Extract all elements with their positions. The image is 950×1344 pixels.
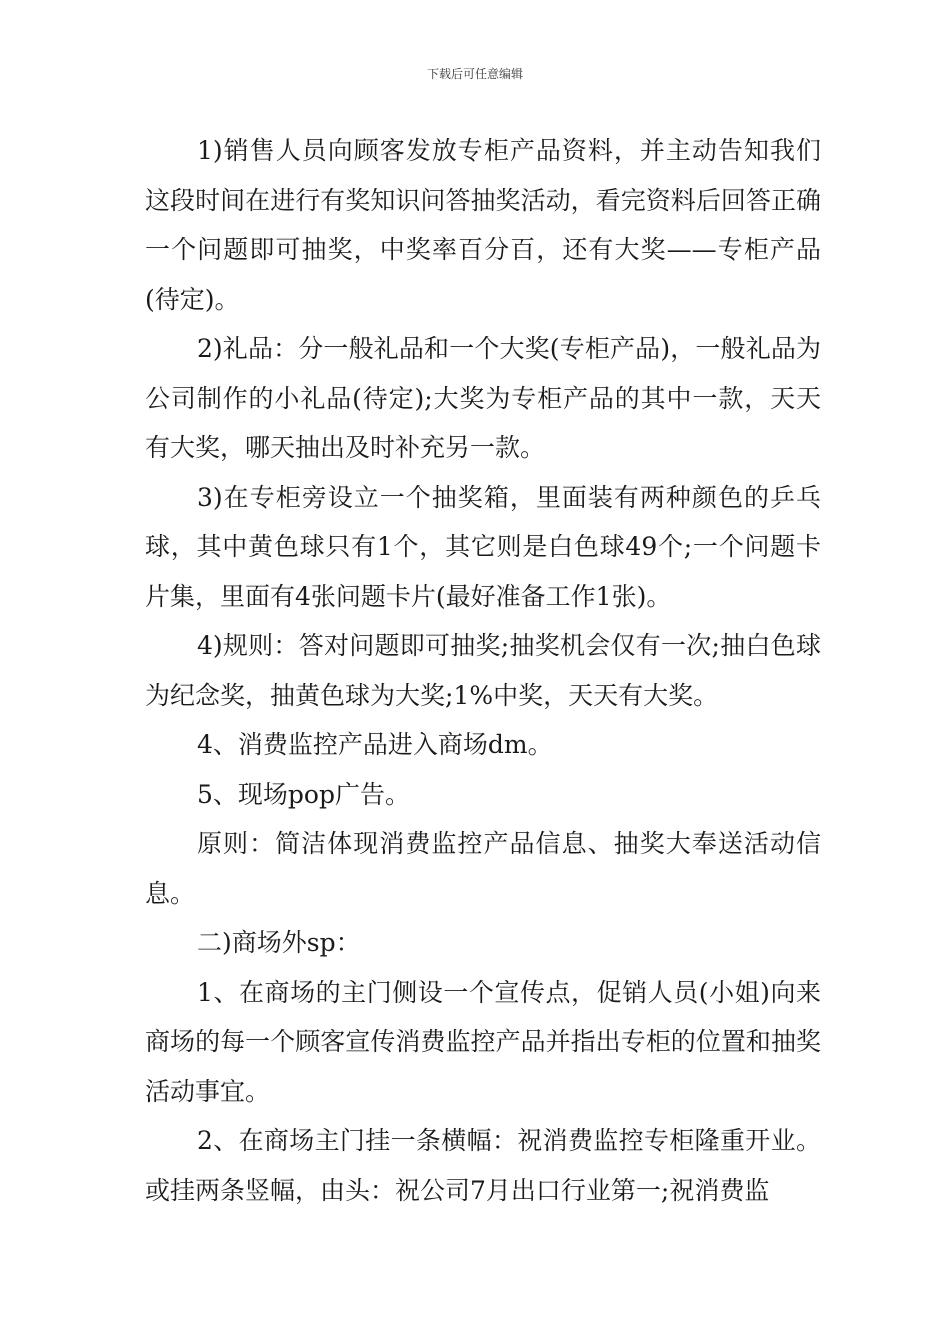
paragraph-prize-flow: 1)销售人员向顾客发放专柜产品资料，并主动告知我们这段时间在进行有奖知识问答抽奖活动，看完资料后回答正确一个问题即可抽奖，中奖率百分百，还有大奖——专柜产品(待定)。 (145, 136, 821, 314)
paragraph-gifts: 2)礼品：分一般礼品和一个大奖(专柜产品)，一般礼品为公司制作的小礼品(待定);大奖为专柜产品的其中一款，天天有大奖，哪天抽出及时补充另一款。 (145, 334, 821, 462)
paragraph-principle: 原则：简洁体现消费监控产品信息、抽奖大奉送活动信息。 (145, 829, 821, 908)
paragraph-pop-ad: 5、现场pop广告。 (197, 779, 410, 809)
paragraph-lottery-box: 3)在专柜旁设立一个抽奖箱，里面装有两种颜色的乒乓球，其中黄色球只有1个，其它则是白色球49个;一个问题卡片集，里面有4张问题卡片(最好准备工作1张)。 (145, 482, 821, 611)
paragraph-rules: 4)规则：答对问题即可抽奖;抽奖机会仅有一次;抽白色球为纪念奖，抽黄色球为大奖;1%中奖，天天有大奖。 (145, 631, 821, 710)
paragraph-promo-point: 1、在商场的主门侧设一个宣传点，促销人员(小姐)向来商场的每一个顾客宣传消费监控产品并指出专柜的位置和抽奖活动事宜。 (145, 977, 821, 1106)
section-heading-outside-sp: 二)商场外sp： (197, 928, 361, 957)
document-body (145, 126, 821, 1215)
paragraph-banner: 2、在商场主门挂一条横幅：祝消费监控专柜隆重开业。或挂两条竖幅，由头：祝公司7月出口行业第一;祝消费监 (145, 1126, 821, 1205)
paragraph-dm: 4、消费监控产品进入商场dm。 (197, 730, 553, 759)
page-header: 下载后可任意编辑 (426, 67, 523, 81)
